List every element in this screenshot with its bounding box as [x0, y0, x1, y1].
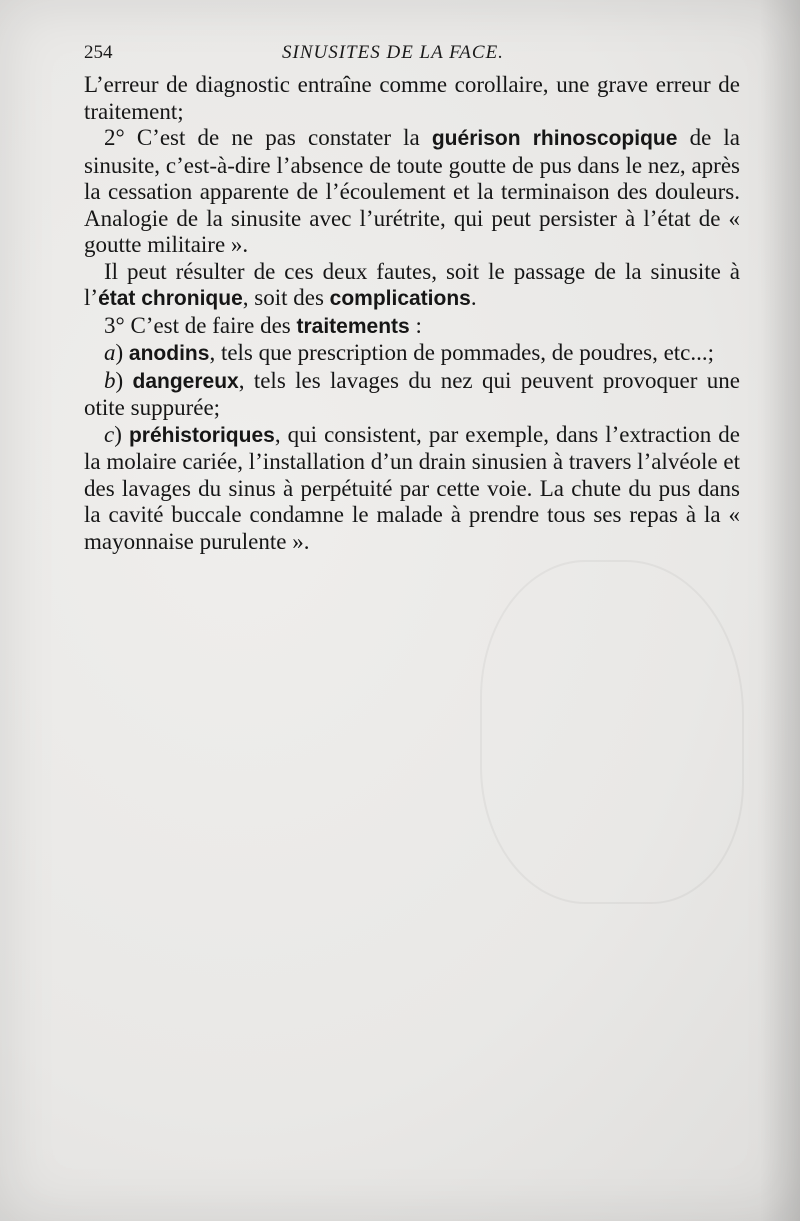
page-edge-shadow	[760, 0, 800, 1221]
bold-term-complications: complications	[329, 287, 471, 310]
list-item-b	[84, 368, 740, 422]
paragraph-2	[84, 125, 740, 259]
bold-term-etat-chronique: état chronique	[98, 287, 243, 310]
list-paren-b: )	[115, 367, 133, 393]
bold-term-prehistoriques: préhistoriques	[128, 423, 275, 447]
paragraph-4-end: :	[409, 312, 422, 338]
bold-term-dangereux: dangereux	[132, 369, 239, 393]
list-item-b-rest: , tels les lavages du nez qui peuvent provoquer une otite suppurée;	[84, 367, 740, 420]
body-text	[84, 72, 740, 555]
list-item-a-rest: , tels que prescription de pommades, de poudres, etc...;	[209, 340, 715, 365]
bold-term-guerison-rhinoscopique: guérison rhinoscopique	[431, 127, 678, 150]
running-title: SINUSITES DE LA FACE.	[282, 42, 504, 63]
bold-term-anodins: anodins	[128, 342, 210, 365]
list-letter-c: c	[104, 421, 115, 447]
paragraph-4-lead: 3° C’est de faire des	[104, 312, 297, 338]
list-letter-b: b	[104, 367, 116, 393]
bleed-through-figure	[480, 560, 744, 904]
list-paren-a: )	[115, 340, 129, 365]
paragraph-3-end: .	[470, 285, 477, 310]
list-item-c	[84, 422, 740, 556]
paragraph-3-lead: Il peut résulter de ces deux fautes, soit le passage de la sinusite à l’	[84, 258, 740, 310]
paragraph-2-rest: de la sinusite, c’est-à-dire l’absence de toute goutte de pus dans le nez, après la cessation apparente de l’écoulement et la terminaison des douleurs. Analogie de la sinusite avec l’urétrite, qui peut persister à l’état de « goutte militaire ».	[84, 125, 741, 257]
list-item-c-rest: , qui consistent, par exemple, dans l’extraction de la molaire cariée, l’installation d’un drain sinusien à travers l’alvéole et des lavages du sinus à perpétuité par cette voie. La chute du pus dans la cavité buccale condamne le malade à prendre tous ses repas à la « mayonnaise purulente ».	[84, 421, 740, 554]
page-header	[84, 42, 740, 68]
list-item-a	[84, 340, 740, 368]
list-letter-a: a	[104, 340, 116, 365]
paragraph-3-mid: , soit des	[242, 285, 330, 310]
paragraph-2-lead: 2° C’est de ne pas constater la	[104, 125, 432, 150]
list-paren-c: )	[114, 421, 129, 447]
paragraph-3	[84, 259, 740, 313]
paragraph-4	[84, 313, 740, 341]
bold-term-traitements: traitements	[296, 314, 410, 338]
page-number: 254	[84, 42, 113, 63]
paragraph-1: L’erreur de diagnostic entraîne comme corollaire, une grave erreur de traitement;	[84, 72, 740, 124]
